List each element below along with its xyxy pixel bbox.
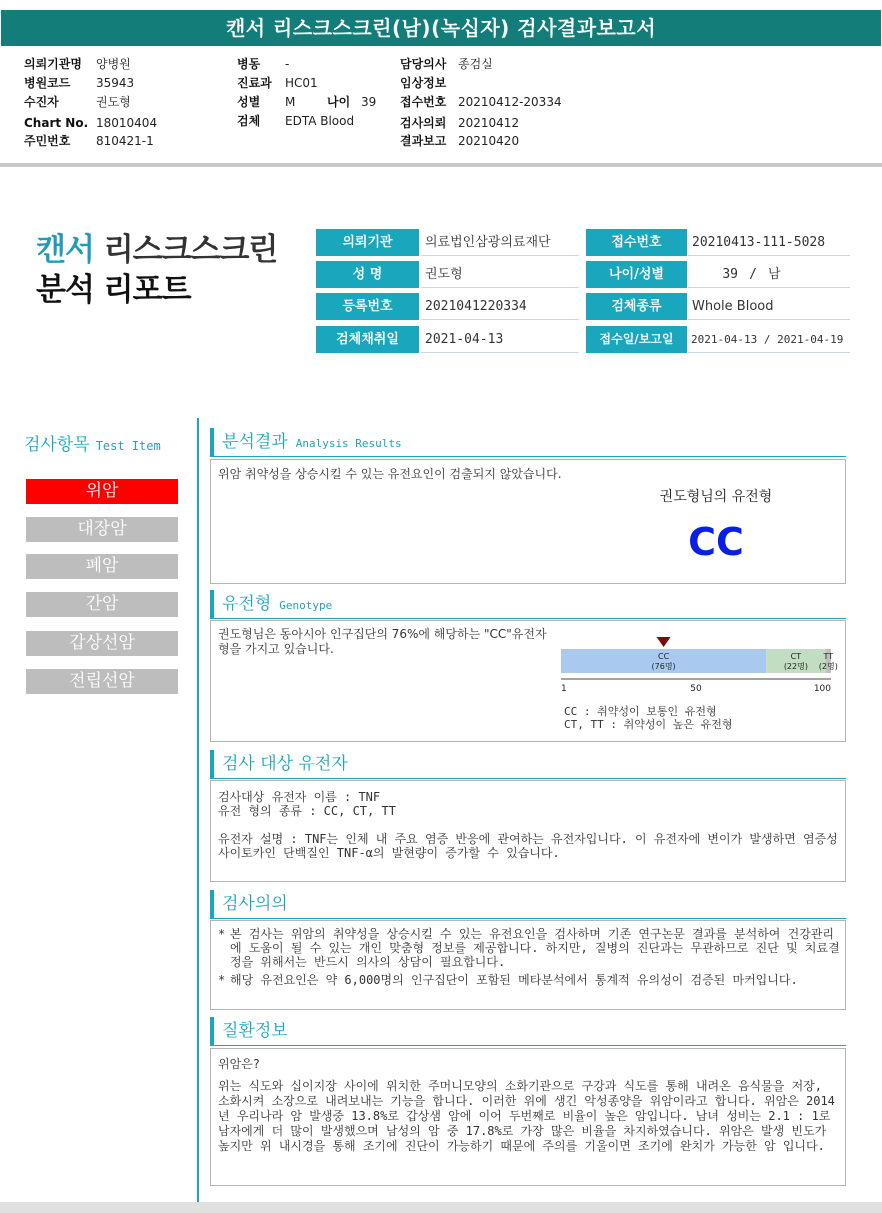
info-reg-value: 2021041220334: [421, 293, 579, 320]
info-collect-value: 2021-04-13: [421, 326, 579, 353]
chart-label: Chart No.: [24, 116, 89, 130]
institution-value: 양병원: [96, 57, 131, 71]
genotype-bar-count: (22명): [783, 662, 808, 671]
info-institution-value: 의료법인삼광의료재단: [421, 229, 579, 256]
meaning-section-title: [210, 890, 288, 918]
patient-value: 권도형: [96, 95, 131, 109]
meaning-title-ko: 검사의의: [222, 894, 288, 914]
receipt-value: 20210412-20334: [458, 95, 562, 109]
analysis-title-line: [210, 456, 846, 457]
disease-title-line: [210, 1045, 846, 1046]
gene-name-line: 검사대상 유전자 이름 : TNF: [218, 790, 381, 804]
genotype-title-line: [210, 618, 846, 619]
sidebar-item-stomach-cancer[interactable]: 위암: [26, 479, 178, 504]
disease-title-ko: 질환정보: [222, 1021, 288, 1041]
genotype-bar-count: (76명): [651, 662, 676, 671]
genotype-scale-tick: 1: [561, 684, 567, 694]
sidebar-item-lung-cancer[interactable]: 폐암: [26, 554, 178, 579]
test-item-title: [24, 430, 161, 455]
info-name-value: 권도형: [421, 261, 579, 288]
genotype-bar-label: CT: [790, 652, 802, 661]
info-age-value: 39: [722, 267, 738, 282]
report-header: [0, 53, 882, 168]
meaning-item-2: [218, 973, 840, 987]
dept-value: HC01: [285, 76, 318, 90]
meaning-title-line: [210, 918, 846, 919]
analysis-title-ko: 분석결과: [222, 432, 288, 452]
bullet-star-icon: *: [218, 927, 226, 941]
analysis-box: [210, 459, 846, 584]
hospital-code-value: 35943: [96, 76, 135, 90]
info-receipt-label: 접수번호: [586, 229, 687, 256]
meaning-item-1: [218, 927, 840, 969]
gene-box: [210, 780, 846, 882]
genotype-marker-icon: [657, 637, 671, 647]
report-title-bar: 캔서 리스크스크린(남)(녹십자) 검사결과보고서: [1, 10, 881, 46]
genotype-distribution-chart: [556, 629, 841, 699]
sidebar-divider: [197, 418, 199, 1206]
info-reg-label: 등록번호: [316, 293, 419, 320]
genotype-bar-label: TT: [823, 652, 834, 661]
meaning-item-1-text: 본 검사는 위암의 취약성을 상승시킬 수 있는 유전요인을 검사하며 기존 연구논문 결과를 분석하여 건강관리에 도움이 될 수 있는 개인 맞춤형 정보를 제공합니다. 하지만, 질병의 진단과는 무관하므로 진단 및 치료결정을 위해서는 반드시 의사의 상담이 필요합니다.: [230, 927, 840, 969]
analysis-text: 위암 취약성을 상승시킬 수 있는 유전요인이 검출되지 않았습니다.: [218, 467, 562, 481]
info-specimen-value: Whole Blood: [688, 293, 850, 320]
request-value: 20210412: [458, 116, 520, 130]
request-label: 검사의뢰: [400, 116, 447, 130]
clinical-label: 임상정보: [400, 76, 447, 90]
genotype-text: 권도형님은 동아시아 인구집단의 76%에 해당하는 "CC"유전자형을 가지고 있습니다.: [218, 627, 547, 656]
gene-section-title: [210, 750, 348, 778]
info-sex-value: 남: [768, 267, 781, 282]
genotype-legend-1: CC : 취약성이 보통인 유전형: [564, 705, 717, 718]
hospital-code-label: 병원코드: [24, 76, 71, 90]
resident-value: 810421-1: [96, 134, 154, 148]
sidebar-item-thyroid-cancer[interactable]: 갑상선암: [26, 631, 178, 656]
ward-label: 병동: [237, 57, 261, 71]
sex-value: M: [285, 95, 296, 109]
disease-question: 위암은?: [218, 1057, 261, 1071]
age-value: 39: [361, 95, 377, 109]
test-item-title-en: Test Item: [95, 439, 161, 453]
age-label: 나이: [327, 95, 351, 109]
meaning-item-2-text: 해당 유전요인은 약 6,000명의 인구집단이 포함된 메타분석에서 통계적 유의성이 검증된 마커입니다.: [230, 973, 798, 987]
disease-description: 위는 식도와 십이지장 사이에 위치한 주머니모양의 소화기관으로 구강과 식도를 통해 내려온 음식물을 저장, 소화시켜 소장으로 내려보내는 기능을 합니다. 이러한 위에 생긴 악성종양을 위암이라고 합니다. 위암은 2014년 우리나라 암 발생중 13.8%로 갑상샘 암에 이어 두번째로 비율이 높은 암입니다. 남녀 성비는 2.1 : 1로 남자에게 더 많이 발생했으며 남성의 암 중 17.8%로 가장 많은 비율을 차지하였습니다. 위암은 발생 빈도가 높지만 위 내시경을 통해 조기에 진단이 가능하기 때문에 주의를 기울이면 조기에 완치가 가능한 암 입니다.: [218, 1079, 835, 1153]
heading-riskscreen: 리스크스크린: [103, 232, 278, 268]
sex-label: 성별: [237, 95, 261, 109]
genotype-title-ko: 유전형: [222, 594, 272, 614]
heading-analysis-report: 분석 리포트: [36, 272, 191, 308]
genotype-result: CC: [688, 520, 744, 564]
info-agesex-slash: /: [749, 267, 757, 282]
specimen-label: 검체: [237, 114, 261, 128]
bullet-star-icon: *: [218, 973, 226, 987]
genotype-section-title: [210, 590, 332, 618]
info-dates-label: 접수일/보고일: [586, 326, 687, 353]
report-date-label: 결과보고: [400, 134, 447, 148]
report-date-value: 20210420: [458, 134, 520, 148]
gene-title-line: [210, 778, 846, 779]
report-heading: [36, 230, 277, 310]
info-receipt-value: 20210413-111-5028: [688, 229, 850, 256]
chart-value: 18010404: [96, 116, 158, 130]
genotype-scale-tick: 100: [813, 684, 831, 694]
sidebar-item-colon-cancer[interactable]: 대장암: [26, 517, 178, 542]
sidebar-item-liver-cancer[interactable]: 간암: [26, 592, 178, 617]
heading-cancer: 캔서: [36, 232, 94, 268]
receipt-label: 접수번호: [400, 95, 447, 109]
genotype-box: [210, 620, 846, 742]
genotype-legend-2: CT, TT : 취약성이 높은 유전형: [564, 718, 733, 731]
disease-section-title: [210, 1017, 288, 1045]
info-collect-label: 검체채취일: [316, 326, 419, 353]
info-specimen-label: 검체종류: [586, 293, 687, 320]
analysis-section-title: [210, 428, 402, 456]
info-institution-label: 의뢰기관: [316, 229, 419, 256]
info-dates-value: 2021-04-13 / 2021-04-19: [688, 326, 850, 353]
resident-label: 주민번호: [24, 134, 71, 148]
genotype-title-en: Genotype: [279, 599, 333, 612]
analysis-title-en: Analysis Results: [295, 437, 402, 450]
ward-value: -: [285, 57, 290, 71]
gene-title-ko: 검사 대상 유전자: [222, 754, 348, 774]
doctor-value: 종검실: [458, 57, 493, 71]
specimen-value: EDTA Blood: [285, 114, 355, 128]
info-name-label: 성 명: [316, 261, 419, 288]
genotype-bar-count: (2명): [818, 662, 838, 671]
footer-bar: [0, 1202, 882, 1213]
gene-types-line: 유전 형의 종류 : CC, CT, TT: [218, 804, 396, 818]
info-agesex-label: 나이/성별: [586, 261, 687, 288]
institution-label: 의뢰기관명: [24, 57, 82, 71]
meaning-box: [210, 920, 846, 1010]
header-divider: [0, 163, 882, 167]
doctor-label: 담당의사: [400, 57, 447, 71]
sidebar-item-prostate-cancer[interactable]: 전립선암: [26, 669, 178, 694]
info-agesex-value: [688, 261, 850, 288]
genotype-scale-tick: 50: [690, 684, 702, 694]
dept-label: 진료과: [237, 76, 272, 90]
test-item-title-ko: 검사항목: [24, 435, 90, 455]
patient-label: 수진자: [24, 95, 59, 109]
genotype-bar-label: CC: [658, 652, 670, 661]
gene-description: 유전자 설명 : TNF는 인체 내 주요 염증 반응에 관여하는 유전자입니다. 이 유전자에 변이가 발생하면 염증성 사이토카인 단백질인 TNF-α의 발현량이 증가할 수 있습니다.: [218, 832, 838, 860]
genotype-caption: 권도형님의 유전형: [659, 489, 773, 505]
disease-box: [210, 1048, 846, 1186]
